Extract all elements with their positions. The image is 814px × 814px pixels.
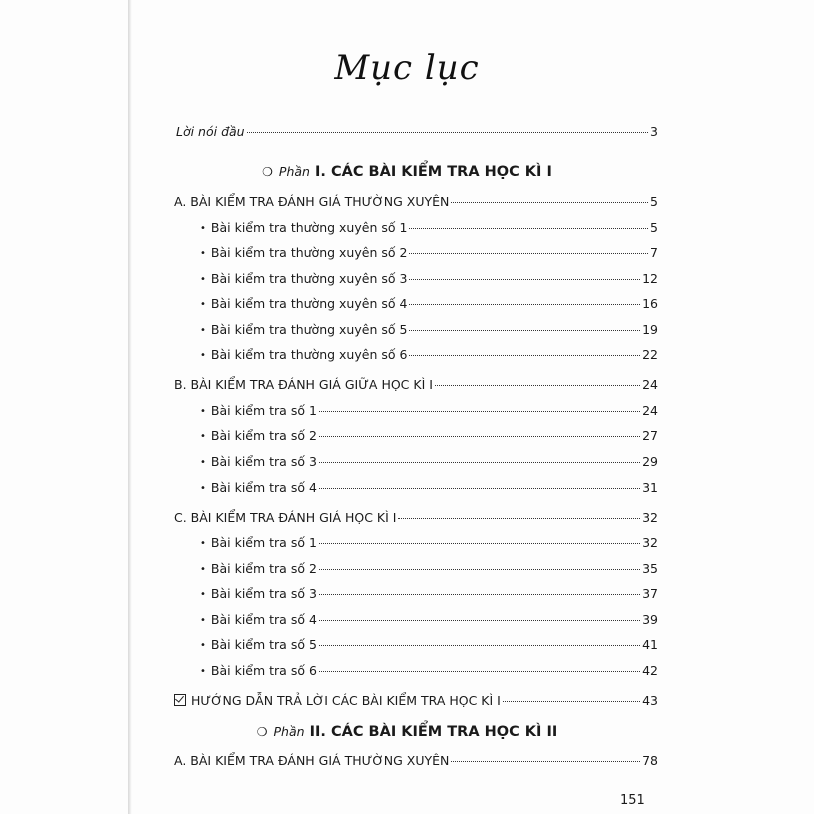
dot-leader [319, 645, 640, 646]
toc-entry-page: 22 [642, 347, 658, 362]
toc-entry [200, 271, 658, 286]
bullet-icon: • [200, 538, 206, 549]
toc-entry [200, 220, 658, 235]
dot-leader [435, 385, 640, 386]
toc-entry-label: Bài kiểm tra số 3 [210, 454, 317, 469]
dot-leader [503, 701, 640, 702]
toc-entry [200, 245, 658, 260]
toc-entry [200, 347, 658, 362]
dot-leader [319, 488, 640, 489]
toc-entry-label: Bài kiểm tra số 3 [210, 586, 317, 601]
toc-entry-label: Bài kiểm tra số 4 [210, 480, 317, 495]
bullet-icon: • [200, 615, 206, 626]
toc-entry-page: 41 [642, 637, 658, 652]
toc-entry-page: 24 [642, 403, 658, 418]
toc-entry [200, 663, 658, 678]
dot-leader [409, 253, 648, 254]
bullet-icon: • [200, 589, 206, 600]
toc-entry-page: 3 [650, 124, 658, 139]
dot-leader [398, 518, 640, 519]
toc-entry-label: Bài kiểm tra số 1 [210, 403, 317, 418]
toc-entry-page: 32 [642, 535, 658, 550]
part-roman: I. [315, 164, 326, 180]
toc-entry-page: 42 [642, 663, 658, 678]
toc-section-label: A. BÀI KIỂM TRA ĐÁNH GIÁ THƯỜNG XUYÊN [174, 194, 450, 209]
toc-entry-label: Bài kiểm tra thường xuyên số 1 [210, 220, 408, 235]
toc-entry [200, 561, 658, 576]
bullet-icon: • [200, 666, 206, 677]
toc-entry [200, 480, 658, 495]
toc-entry-page: 5 [650, 194, 658, 209]
part-heading-2 [0, 724, 814, 740]
toc-entry-page: 39 [642, 612, 658, 627]
toc-entry-page: 32 [642, 510, 658, 525]
toc-entry [200, 428, 658, 443]
toc-entry-page: 37 [642, 586, 658, 601]
bullet-icon: • [200, 350, 206, 361]
dot-leader [409, 279, 640, 280]
toc-section-b [174, 377, 658, 392]
toc-entry-page: 43 [642, 693, 658, 708]
part-roman: II. [309, 724, 326, 740]
toc-entry-page: 29 [642, 454, 658, 469]
dot-leader [451, 202, 648, 203]
toc-entry [200, 296, 658, 311]
toc-entry-page: 5 [650, 220, 658, 235]
toc-entry [200, 454, 658, 469]
toc-entry-page: 7 [650, 245, 658, 260]
bullet-icon: • [200, 274, 206, 285]
dot-leader [409, 330, 640, 331]
bullet-icon: • [200, 248, 206, 259]
bullet-icon: • [200, 406, 206, 417]
dot-leader [319, 594, 640, 595]
toc-entry-page: 31 [642, 480, 658, 495]
toc-entry-label: Bài kiểm tra số 2 [210, 561, 317, 576]
dot-leader [319, 671, 640, 672]
toc-entry [200, 535, 658, 550]
toc-entry-label: Bài kiểm tra thường xuyên số 5 [210, 322, 408, 337]
bullet-icon: • [200, 325, 206, 336]
toc-entry-page: 12 [642, 271, 658, 286]
page-edge-shadow [128, 0, 132, 814]
toc-entry-page: 27 [642, 428, 658, 443]
part-title: CÁC BÀI KIỂM TRA HỌC KÌ I [331, 164, 552, 180]
page-number: 151 [620, 793, 645, 808]
toc-entry [200, 403, 658, 418]
toc-section-label: HƯỚNG DẪN TRẢ LỜI CÁC BÀI KIỂM TRA HỌC KÌ I [191, 693, 501, 708]
toc-entry-label: Bài kiểm tra số 1 [210, 535, 317, 550]
toc-entry-label: Bài kiểm tra thường xuyên số 3 [210, 271, 408, 286]
toc-entry-label: Bài kiểm tra số 5 [210, 637, 317, 652]
toc-entry-page: 78 [642, 753, 658, 768]
part-prefix: Phần [273, 724, 305, 739]
dot-leader [409, 355, 640, 356]
bullet-icon: • [200, 640, 206, 651]
bullet-icon: • [200, 457, 206, 468]
part-prefix: Phần [278, 164, 310, 179]
dot-leader [451, 761, 640, 762]
toc-entry-label: Bài kiểm tra thường xuyên số 4 [210, 296, 408, 311]
toc-section-label: C. BÀI KIỂM TRA ĐÁNH GIÁ HỌC KÌ I [174, 510, 397, 525]
toc-section-label: B. BÀI KIỂM TRA ĐÁNH GIÁ GIỮA HỌC KÌ I [174, 377, 433, 392]
toc-section-label: A. BÀI KIỂM TRA ĐÁNH GIÁ THƯỜNG XUYÊN [174, 753, 450, 768]
toc-section-a2 [174, 753, 658, 768]
part-title: CÁC BÀI KIỂM TRA HỌC KÌ II [331, 724, 558, 740]
toc-entry-page: 24 [642, 377, 658, 392]
dot-leader [409, 304, 640, 305]
page-title: Mục lục [334, 48, 480, 88]
bullet-icon: • [200, 431, 206, 442]
toc-entry [200, 637, 658, 652]
dot-leader [319, 436, 640, 437]
toc-entry [200, 322, 658, 337]
toc-answers [174, 693, 658, 708]
part-heading-1 [0, 164, 814, 180]
dot-leader [319, 620, 640, 621]
toc-entry-label: Bài kiểm tra số 4 [210, 612, 317, 627]
toc-entry-label: Bài kiểm tra số 2 [210, 428, 317, 443]
circle-bullet-icon: ❍ [262, 165, 273, 179]
toc-entry-label: Bài kiểm tra số 6 [210, 663, 317, 678]
toc-section-a [174, 194, 658, 209]
dot-leader [409, 228, 648, 229]
circle-bullet-icon: ❍ [256, 725, 268, 739]
toc-section-c [174, 510, 658, 525]
toc-entry-label: Lời nói đầu [176, 124, 245, 139]
toc-entry-page: 19 [642, 322, 658, 337]
dot-leader [319, 462, 640, 463]
toc-entry [200, 586, 658, 601]
toc-entry [200, 612, 658, 627]
checkbox-icon [174, 694, 186, 706]
toc-entry-intro [176, 124, 658, 139]
dot-leader [319, 411, 640, 412]
bullet-icon: • [200, 299, 206, 310]
bullet-icon: • [200, 564, 206, 575]
dot-leader [319, 569, 640, 570]
toc-entry-page: 16 [642, 296, 658, 311]
bullet-icon: • [200, 223, 206, 234]
bullet-icon: • [200, 483, 206, 494]
toc-entry-label: Bài kiểm tra thường xuyên số 6 [210, 347, 408, 362]
dot-leader [319, 543, 640, 544]
dot-leader [247, 132, 648, 133]
toc-entry-label: Bài kiểm tra thường xuyên số 2 [210, 245, 408, 260]
toc-entry-page: 35 [642, 561, 658, 576]
